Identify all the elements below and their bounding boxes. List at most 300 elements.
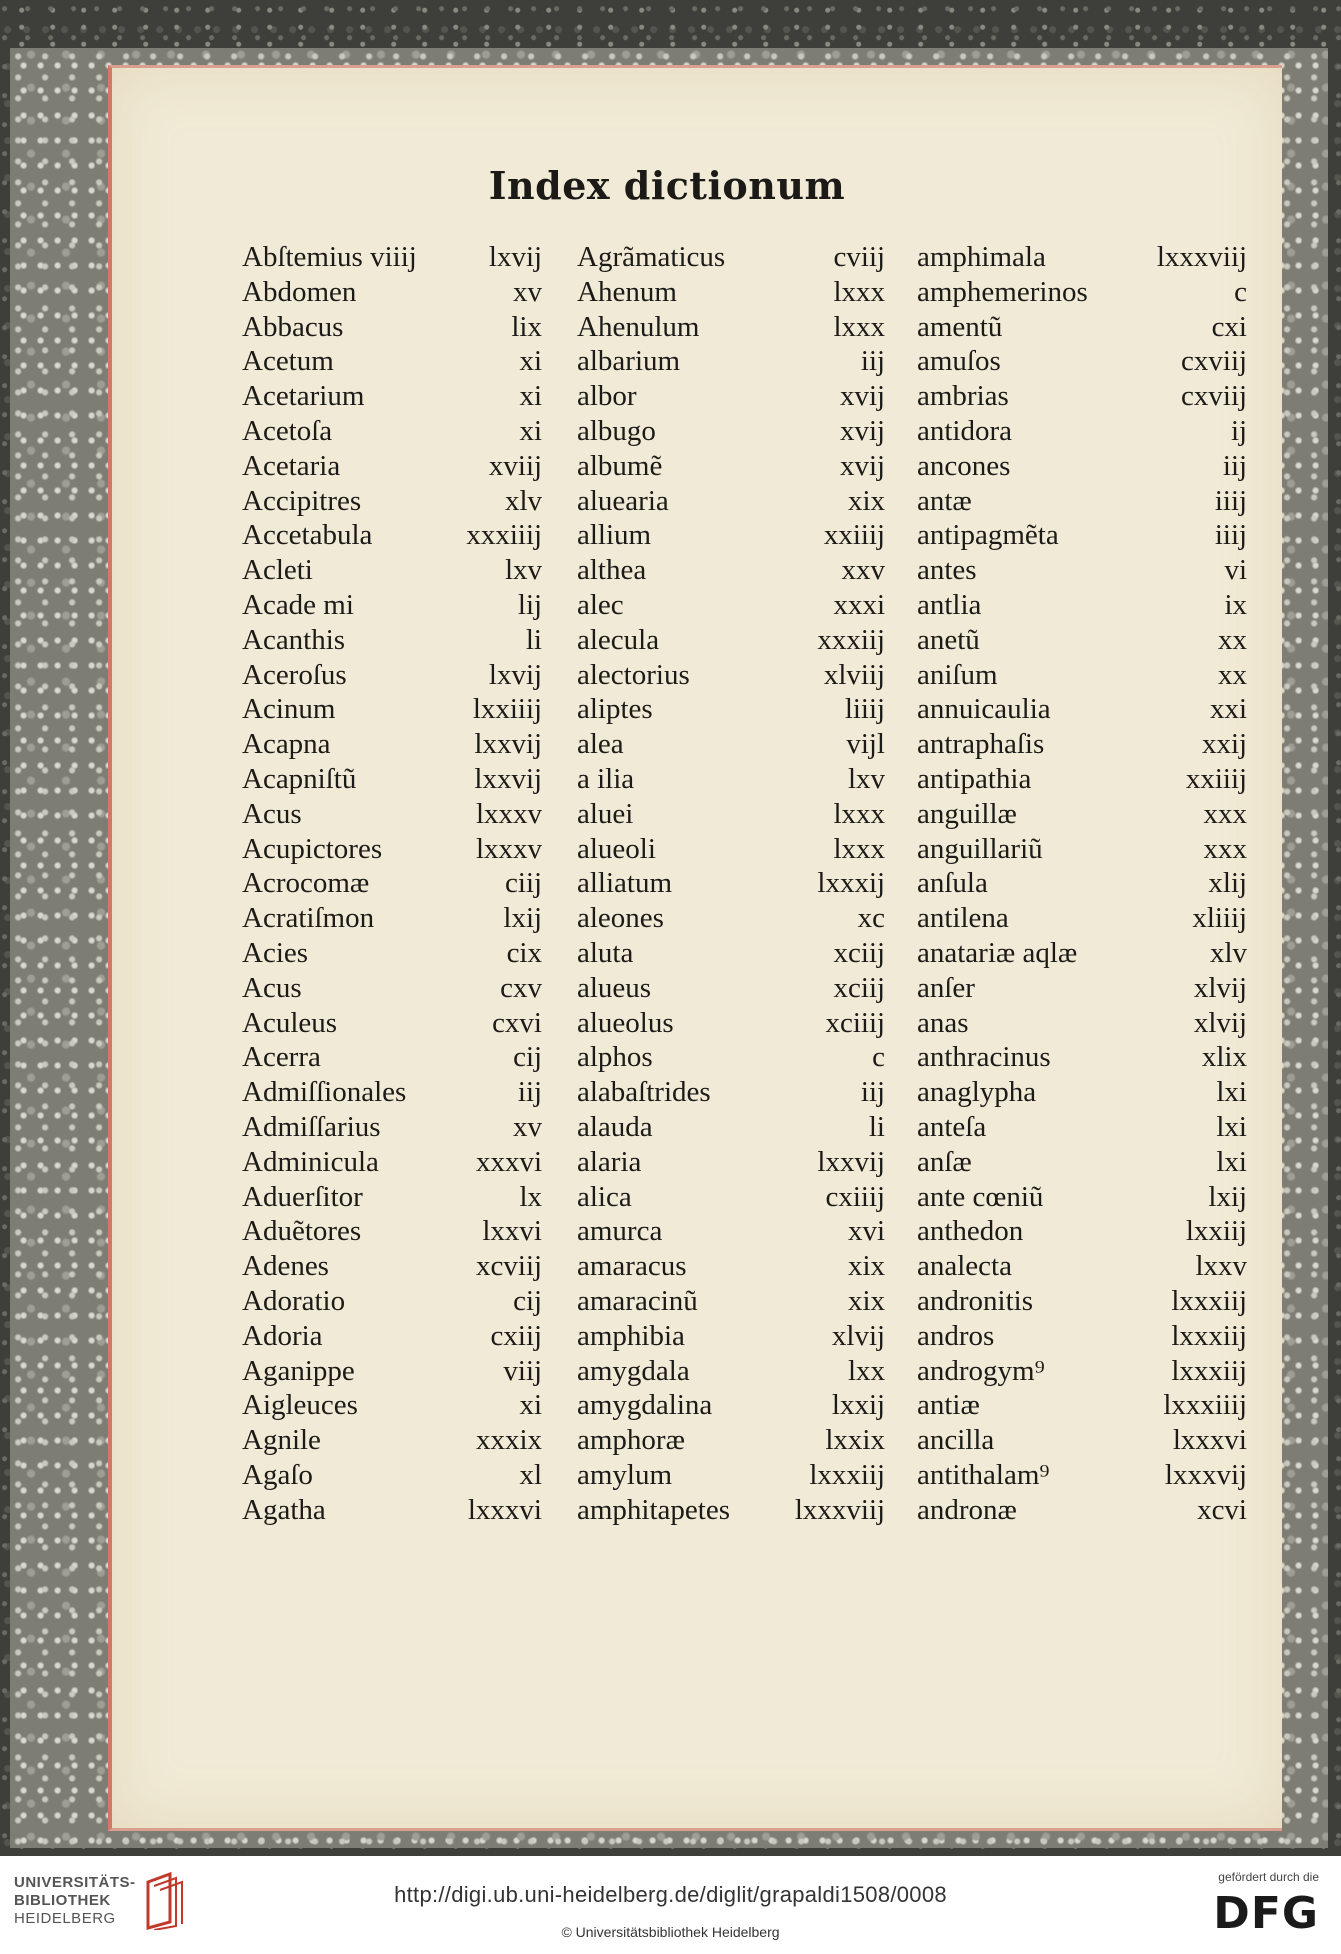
index-entry bbox=[577, 936, 885, 971]
index-word: Acratiſmon bbox=[242, 902, 375, 935]
index-word: alabaſtrides bbox=[577, 1076, 711, 1109]
index-entry bbox=[242, 971, 542, 1006]
index-word: Agrãmaticus bbox=[577, 241, 726, 273]
page-reference: xcvi bbox=[1197, 1493, 1247, 1526]
page-reference: iĳ bbox=[517, 1076, 542, 1109]
index-word: aleones bbox=[577, 902, 664, 935]
page-reference: lxv bbox=[504, 554, 542, 587]
library-name-line1: UNIVERSITÄTS- bbox=[14, 1874, 136, 1891]
index-entry bbox=[242, 1319, 542, 1354]
permalink-url[interactable]: http://digi.ub.uni-heidelberg.de/diglit/grapaldi1508/0008 bbox=[394, 1882, 947, 1907]
index-word: Acleti bbox=[242, 554, 313, 587]
page-reference: xx bbox=[1218, 658, 1247, 691]
index-word: Accetabula bbox=[242, 519, 373, 552]
page-reference: xi bbox=[519, 380, 542, 413]
page-reference: lxxxviĳ bbox=[1156, 241, 1247, 273]
index-word: alaria bbox=[577, 1145, 642, 1178]
page-reference: vĳl bbox=[846, 728, 885, 761]
index-entry bbox=[577, 518, 885, 553]
index-entry bbox=[242, 518, 542, 553]
page-reference: lxxx bbox=[833, 797, 885, 830]
page-reference: lxxiiĳ bbox=[472, 693, 542, 726]
index-entry bbox=[242, 553, 542, 588]
index-word: althea bbox=[577, 554, 647, 587]
page-reference: lxvĳ bbox=[488, 658, 542, 691]
index-entry bbox=[917, 1319, 1247, 1354]
index-entry bbox=[242, 449, 542, 484]
index-entry bbox=[577, 1006, 885, 1041]
page-reference: xvi bbox=[847, 1215, 885, 1248]
index-word: amurca bbox=[577, 1215, 663, 1248]
index-word: Accipitres bbox=[242, 484, 362, 517]
page-reference: xx bbox=[1218, 623, 1247, 656]
index-word: alueus bbox=[577, 971, 652, 1004]
dfg-logo[interactable]: DFG bbox=[1213, 1888, 1319, 1939]
index-entry bbox=[917, 518, 1247, 553]
page-reference: li bbox=[868, 1110, 885, 1143]
index-word: Adenes bbox=[242, 1250, 329, 1283]
index-word: andronitis bbox=[917, 1284, 1033, 1317]
index-entry bbox=[577, 1423, 885, 1458]
index-entry bbox=[242, 866, 542, 901]
page-reference: lxxvĳ bbox=[474, 762, 542, 795]
index-entry bbox=[577, 1458, 885, 1493]
page-reference: xvĳ bbox=[839, 380, 885, 413]
index-entry bbox=[577, 797, 885, 832]
index-word: anſer bbox=[917, 971, 975, 1004]
index-word: ancilla bbox=[917, 1424, 995, 1457]
index-entry bbox=[917, 1180, 1247, 1215]
index-word: antithalam⁹ bbox=[917, 1458, 1050, 1491]
page-reference: xi bbox=[519, 1389, 542, 1422]
index-entry bbox=[242, 1180, 542, 1215]
index-word: alec bbox=[577, 588, 624, 621]
index-entry bbox=[577, 623, 885, 658]
index-entry bbox=[242, 1249, 542, 1284]
index-entry bbox=[242, 310, 542, 345]
index-word: Acade mi bbox=[242, 588, 354, 621]
index-entry bbox=[917, 379, 1247, 414]
index-entry bbox=[242, 275, 542, 310]
page-reference: iiĳ bbox=[1214, 519, 1247, 552]
index-entry bbox=[917, 1354, 1247, 1389]
page-reference: cĳ bbox=[513, 1284, 542, 1317]
page-reference: lxxxviĳ bbox=[794, 1493, 885, 1526]
index-entry bbox=[917, 344, 1247, 379]
index-word: Acrocomæ bbox=[242, 867, 370, 900]
index-word: albor bbox=[577, 380, 637, 413]
index-word: Abbacus bbox=[242, 310, 344, 343]
page-reference: lxxxvi bbox=[1172, 1424, 1247, 1457]
index-entry bbox=[917, 1006, 1247, 1041]
index-entry bbox=[242, 1075, 542, 1110]
page-reference: cxviĳ bbox=[1181, 380, 1247, 413]
index-entry bbox=[917, 240, 1247, 275]
page-reference: xxxiĳ bbox=[817, 623, 885, 656]
index-entry bbox=[577, 1214, 885, 1249]
page-reference: lxxix bbox=[825, 1424, 885, 1457]
page-reference: viĳ bbox=[503, 1354, 542, 1387]
index-entry bbox=[242, 623, 542, 658]
index-entry bbox=[917, 275, 1247, 310]
index-word: anguillæ bbox=[917, 797, 1017, 830]
index-entry bbox=[917, 1423, 1247, 1458]
index-entry bbox=[917, 1075, 1247, 1110]
index-entry bbox=[917, 1284, 1247, 1319]
page-reference: lxxvi bbox=[482, 1215, 542, 1248]
page-reference: xxv bbox=[841, 554, 885, 587]
index-word: anatariæ aqlæ bbox=[917, 936, 1078, 969]
index-entry bbox=[577, 1145, 885, 1180]
page-reference: vi bbox=[1224, 554, 1247, 587]
page-reference: li bbox=[525, 623, 542, 656]
index-entry bbox=[917, 866, 1247, 901]
page-reference: c bbox=[872, 1041, 885, 1074]
copyright-notice: © Universitätsbibliothek Heidelberg bbox=[561, 1924, 780, 1940]
index-word: androgym⁹ bbox=[917, 1354, 1045, 1387]
index-word: Acies bbox=[242, 936, 309, 969]
page-reference: c bbox=[1234, 275, 1247, 308]
index-word: allium bbox=[577, 519, 652, 552]
index-entry bbox=[917, 1214, 1247, 1249]
index-word: andros bbox=[917, 1319, 995, 1352]
index-entry bbox=[242, 1145, 542, 1180]
page-reference: lxxxv bbox=[475, 797, 542, 830]
index-word: annuicaulia bbox=[917, 693, 1051, 726]
index-word: amentũ bbox=[917, 310, 1003, 343]
page-reference: lx bbox=[519, 1180, 542, 1213]
library-name-line2: BIBLIOTHEK bbox=[14, 1892, 111, 1909]
index-entry bbox=[917, 692, 1247, 727]
page-reference: lxxx bbox=[833, 310, 885, 343]
page-reference: xxiiĳ bbox=[823, 519, 885, 552]
index-word: amuſos bbox=[917, 345, 1001, 378]
page-reference: xv bbox=[513, 1110, 542, 1143]
index-entry bbox=[577, 449, 885, 484]
index-word: Adoria bbox=[242, 1319, 323, 1352]
page-reference: xlĳ bbox=[1208, 867, 1247, 900]
index-entry bbox=[577, 692, 885, 727]
index-word: anthracinus bbox=[917, 1041, 1051, 1074]
index-entry bbox=[577, 1249, 885, 1284]
index-word: alauda bbox=[577, 1110, 653, 1143]
page-reference: xvĳ bbox=[839, 414, 885, 447]
index-word: Aganippe bbox=[242, 1354, 355, 1387]
index-entry bbox=[917, 658, 1247, 693]
page-reference: xlviĳ bbox=[823, 658, 885, 691]
index-entry bbox=[242, 1354, 542, 1389]
index-word: aniſum bbox=[917, 658, 998, 691]
index-entry bbox=[917, 971, 1247, 1006]
index-entry bbox=[917, 936, 1247, 971]
index-entry bbox=[242, 1493, 542, 1528]
page-reference: xlvĳ bbox=[1193, 971, 1247, 1004]
index-entry bbox=[242, 727, 542, 762]
index-word: Acetaria bbox=[242, 449, 341, 482]
index-entry bbox=[577, 1040, 885, 1075]
page-reference: xi bbox=[519, 345, 542, 378]
index-entry bbox=[917, 1110, 1247, 1145]
index-entry bbox=[577, 1388, 885, 1423]
footer-bar bbox=[0, 1856, 1341, 1954]
index-entry bbox=[242, 901, 542, 936]
page-reference: xxx bbox=[1203, 832, 1247, 865]
page-reference: xc bbox=[857, 902, 885, 935]
page-reference: xi bbox=[519, 414, 542, 447]
index-entry bbox=[917, 623, 1247, 658]
page-reference: cviĳ bbox=[833, 241, 885, 273]
index-entry bbox=[577, 240, 885, 275]
page-reference: xlvĳ bbox=[831, 1319, 885, 1352]
page-reference: cxi bbox=[1211, 310, 1247, 343]
index-word: ambrias bbox=[917, 380, 1009, 413]
index-word: andronæ bbox=[917, 1493, 1017, 1526]
index-word: amylum bbox=[577, 1458, 673, 1491]
index-column-1 bbox=[242, 240, 542, 1527]
index-word: aliptes bbox=[577, 693, 653, 726]
page-reference: xix bbox=[847, 1250, 885, 1283]
index-word: Admiſſarius bbox=[242, 1110, 381, 1143]
page-reference: lxxxiĳ bbox=[1171, 1319, 1247, 1352]
index-entry bbox=[917, 449, 1247, 484]
index-word: antiæ bbox=[917, 1389, 980, 1422]
index-word: amygdala bbox=[577, 1354, 690, 1387]
index-entry bbox=[242, 1040, 542, 1075]
index-entry bbox=[242, 658, 542, 693]
index-word: amphibia bbox=[577, 1319, 685, 1352]
index-word: Aigleuces bbox=[242, 1389, 358, 1422]
index-word: alectorius bbox=[577, 658, 690, 691]
page-reference: lxxxiĳ bbox=[1171, 1354, 1247, 1387]
index-word: antæ bbox=[917, 484, 972, 517]
page-reference: xv bbox=[513, 275, 542, 308]
index-entry bbox=[917, 1458, 1247, 1493]
page-reference: ciĳ bbox=[505, 867, 542, 900]
page-reference: lxxxvĳ bbox=[1164, 1458, 1247, 1491]
index-entry bbox=[242, 1214, 542, 1249]
index-entry bbox=[242, 379, 542, 414]
page-reference: lxx bbox=[847, 1354, 885, 1387]
index-entry bbox=[242, 1423, 542, 1458]
page-reference: xxxiiĳ bbox=[466, 519, 542, 552]
page-reference: cxiĳ bbox=[490, 1319, 542, 1352]
index-entry bbox=[242, 762, 542, 797]
page-reference: cxiiĳ bbox=[825, 1180, 885, 1213]
index-word: anaglypha bbox=[917, 1076, 1037, 1109]
index-word: Acupictores bbox=[242, 832, 383, 865]
index-entry bbox=[577, 1354, 885, 1389]
index-entry bbox=[917, 1493, 1247, 1528]
page-reference: liiĳ bbox=[844, 693, 885, 726]
page-reference: lxi bbox=[1216, 1110, 1247, 1143]
index-word: Ahenulum bbox=[577, 310, 700, 343]
index-entry bbox=[577, 832, 885, 867]
index-entry bbox=[917, 901, 1247, 936]
page-reference: lxi bbox=[1216, 1145, 1247, 1178]
index-word: amphitapetes bbox=[577, 1493, 731, 1526]
page-reference: cxvi bbox=[492, 1006, 542, 1039]
index-entry bbox=[917, 797, 1247, 832]
index-word: albumẽ bbox=[577, 449, 663, 482]
index-entry bbox=[577, 484, 885, 519]
page-reference: xciĳ bbox=[833, 971, 885, 1004]
index-word: alphos bbox=[577, 1041, 653, 1074]
index-word: aluearia bbox=[577, 484, 669, 517]
index-word: Acetum bbox=[242, 345, 334, 378]
index-word: anthedon bbox=[917, 1215, 1024, 1248]
index-entry bbox=[917, 727, 1247, 762]
index-word: amphimala bbox=[917, 241, 1046, 273]
index-word: anetũ bbox=[917, 623, 980, 656]
page-reference: xix bbox=[847, 484, 885, 517]
index-word: Adoratio bbox=[242, 1284, 346, 1317]
page-reference: xxxi bbox=[833, 588, 885, 621]
index-word: antilena bbox=[917, 902, 1009, 935]
index-entry bbox=[917, 1040, 1247, 1075]
page-reference: iiĳ bbox=[1214, 484, 1247, 517]
page-reference: lxxxiiĳ bbox=[1163, 1389, 1247, 1422]
page-reference: xciĳ bbox=[833, 936, 885, 969]
index-entry bbox=[577, 414, 885, 449]
page-reference: cĳ bbox=[513, 1041, 542, 1074]
page-reference: lxxvĳ bbox=[817, 1145, 885, 1178]
page-reference: lxĳ bbox=[503, 902, 542, 935]
index-word: anguillariũ bbox=[917, 832, 1043, 865]
index-word: Acanthis bbox=[242, 623, 346, 656]
index-entry bbox=[577, 727, 885, 762]
index-word: ante cœniũ bbox=[917, 1180, 1044, 1213]
page-reference: lxxxĳ bbox=[817, 867, 885, 900]
index-entry bbox=[577, 658, 885, 693]
index-word: Aculeus bbox=[242, 1006, 338, 1039]
index-entry bbox=[577, 553, 885, 588]
index-word: anſula bbox=[917, 867, 988, 900]
index-entry bbox=[917, 588, 1247, 623]
page-reference: iĳ bbox=[1222, 449, 1247, 482]
page-reference: xxxix bbox=[475, 1424, 542, 1457]
page-reference: lxxx bbox=[833, 832, 885, 865]
page-reference: xvĳ bbox=[839, 449, 885, 482]
index-word: Acetarium bbox=[242, 380, 365, 413]
index-entry bbox=[242, 1110, 542, 1145]
index-entry bbox=[242, 344, 542, 379]
page-reference: xxxvi bbox=[475, 1145, 542, 1178]
index-word: Acus bbox=[242, 971, 302, 1004]
index-entry bbox=[577, 275, 885, 310]
page-reference: lxv bbox=[847, 762, 885, 795]
index-entry bbox=[917, 553, 1247, 588]
page-reference: xix bbox=[847, 1284, 885, 1317]
index-word: amphoræ bbox=[577, 1424, 685, 1457]
index-entry bbox=[577, 310, 885, 345]
index-entry bbox=[242, 692, 542, 727]
index-word: Agaſo bbox=[242, 1458, 313, 1491]
index-word: Agnile bbox=[242, 1424, 321, 1457]
index-entry bbox=[242, 240, 542, 275]
page-reference: lĳ bbox=[517, 588, 542, 621]
index-entry bbox=[577, 866, 885, 901]
page-reference: ix bbox=[1224, 588, 1247, 621]
index-entry bbox=[577, 901, 885, 936]
index-entry bbox=[577, 1110, 885, 1145]
index-word: Abdomen bbox=[242, 275, 357, 308]
index-word: Acapniſtũ bbox=[242, 762, 357, 795]
index-word: aluta bbox=[577, 936, 634, 969]
page-reference: lxxvĳ bbox=[474, 728, 542, 761]
page-reference: xviĳ bbox=[488, 449, 542, 482]
index-entry bbox=[917, 1388, 1247, 1423]
index-entry bbox=[917, 414, 1247, 449]
page-reference: lxxxvi bbox=[467, 1493, 542, 1526]
index-word: Acinum bbox=[242, 693, 336, 726]
index-word: alueoli bbox=[577, 832, 656, 865]
index-word: ancones bbox=[917, 449, 1011, 482]
index-word: alea bbox=[577, 728, 624, 761]
page-reference: xliiĳ bbox=[1192, 902, 1247, 935]
index-entry bbox=[577, 379, 885, 414]
funding-label: gefördert durch die bbox=[1218, 1870, 1319, 1884]
index-entry bbox=[917, 310, 1247, 345]
page-reference: iĳ bbox=[860, 1076, 885, 1109]
index-column-3 bbox=[917, 240, 1247, 1527]
index-entry bbox=[917, 1249, 1247, 1284]
page-reference: lix bbox=[511, 310, 542, 343]
index-word: Aceroſus bbox=[242, 658, 347, 691]
index-entry bbox=[577, 971, 885, 1006]
index-entry bbox=[577, 1493, 885, 1528]
page-reference: iĳ bbox=[860, 345, 885, 378]
page-reference: xcviĳ bbox=[476, 1250, 542, 1283]
page-reference: cxv bbox=[500, 971, 542, 1004]
index-word: Agatha bbox=[242, 1493, 326, 1526]
index-word: amphemerinos bbox=[917, 275, 1088, 308]
page-reference: lxxxv bbox=[475, 832, 542, 865]
page-reference: lxvĳ bbox=[488, 241, 542, 273]
page-reference: lxĳ bbox=[1208, 1180, 1247, 1213]
index-entry bbox=[242, 484, 542, 519]
page-reference: xxĳ bbox=[1201, 728, 1247, 761]
index-entry bbox=[577, 1075, 885, 1110]
index-word: Aduẽtores bbox=[242, 1215, 362, 1248]
page-reference: xlv bbox=[1209, 936, 1247, 969]
index-word: Admiſſionales bbox=[242, 1076, 407, 1109]
index-entry bbox=[242, 414, 542, 449]
index-word: Acerra bbox=[242, 1041, 321, 1074]
index-word: alica bbox=[577, 1180, 632, 1213]
index-word: Acus bbox=[242, 797, 302, 830]
index-entry bbox=[917, 832, 1247, 867]
index-word: alueolus bbox=[577, 1006, 674, 1039]
index-word: anſæ bbox=[917, 1145, 972, 1178]
page-reference: xlix bbox=[1201, 1041, 1247, 1074]
page-reference: cxviĳ bbox=[1181, 345, 1247, 378]
page-reference: lxxiĳ bbox=[1185, 1215, 1247, 1248]
index-entry bbox=[242, 832, 542, 867]
page-reference: lxxxiĳ bbox=[1171, 1284, 1247, 1317]
index-entry bbox=[917, 762, 1247, 797]
index-word: alecula bbox=[577, 623, 660, 656]
index-word: analecta bbox=[917, 1250, 1012, 1283]
index-word: antipathia bbox=[917, 762, 1032, 795]
index-entry bbox=[577, 762, 885, 797]
page-reference: xxiiĳ bbox=[1185, 762, 1247, 795]
page-reference: lxxĳ bbox=[831, 1389, 885, 1422]
page-reference: xxi bbox=[1209, 693, 1247, 726]
index-word: amaracus bbox=[577, 1250, 687, 1283]
index-entry bbox=[577, 588, 885, 623]
index-word: Aduerſitor bbox=[242, 1180, 363, 1213]
index-word: Adminicula bbox=[242, 1145, 379, 1178]
